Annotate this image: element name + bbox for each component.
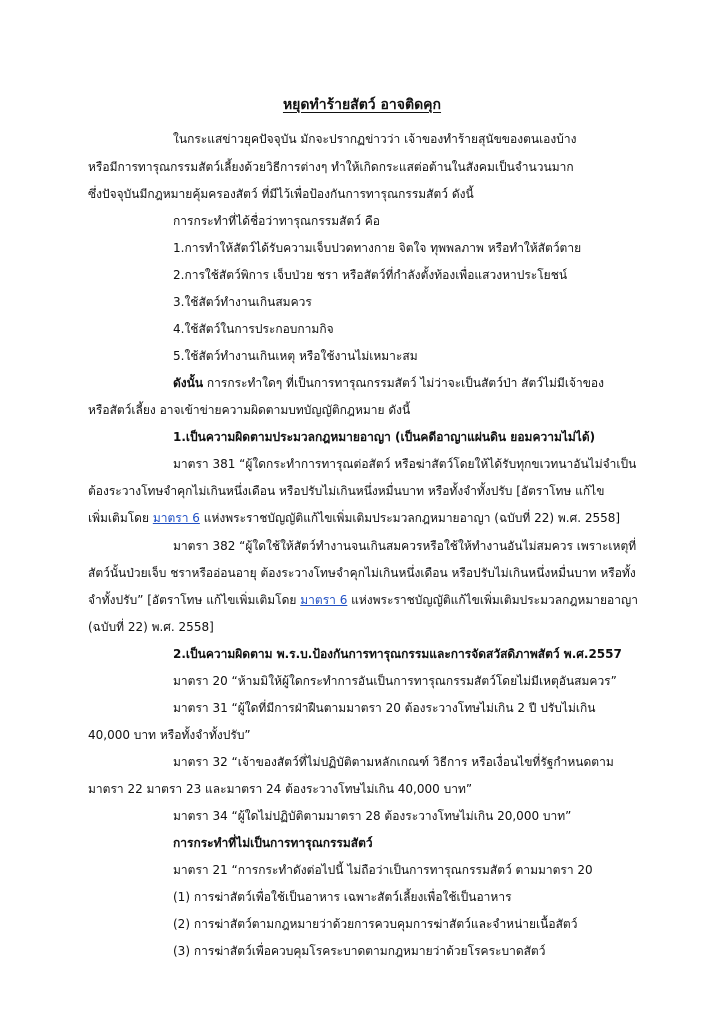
section-6-link[interactable]: มาตรา 6 [300, 593, 348, 607]
m381-prefix: เพิ่มเติมโดย [88, 511, 153, 525]
therefore-line-1 [173, 375, 604, 391]
m32-line-2: มาตรา 22 มาตรา 23 และมาตรา 24 ต้องระวางโทษไม่เกิน 40,000 บาท” [88, 782, 473, 796]
m382-line-1: มาตรา 382 “ผู้ใดใช้ให้สัตว์ทำงานจนเกินสมควรหรือใช้ให้ทำงานอันไม่สมควร เพราะเหตุที่ [173, 539, 637, 553]
section2-heading: 2.เป็นความผิดตาม พ.ร.บ.ป้องกันการทารุณกรรมและการจัดสวัสดิภาพสัตว์ พ.ศ.2557 [173, 647, 622, 661]
intro-line-1: ในกระแสข่าวยุคปัจจุบัน มักจะปรากฏข่าวว่า เจ้าของทำร้ายสุนัขของตนเองบ้าง [173, 132, 577, 146]
m381-line-2: ต้องระวางโทษจำคุกไม่เกินหนึ่งเดือน หรือปรับไม่เกินหนึ่งหมื่นบาท หรือทั้งจำทั้งปรับ [อัตราโทษ แก้ไข [88, 484, 605, 498]
act-item: 1.การทำให้สัตว์ได้รับความเจ็บปวดทางกาย จิตใจ ทุพพลภาพ หรือทำให้สัตว์ตาย [173, 241, 582, 255]
act-item: 2.การใช้สัตว์พิการ เจ็บป่วย ชรา หรือสัตว์ที่กำลังตั้งท้องเพื่อแสวงหาประโยชน์ [173, 268, 568, 282]
acts-heading: การกระทำที่ได้ชื่อว่าทารุณกรรมสัตว์ คือ [173, 214, 381, 228]
intro-line-2: หรือมีการทารุณกรรมสัตว์เลี้ยงด้วยวิธีการต่างๆ ทำให้เกิดกระแสต่อต้านในสังคมเป็นจำนวนมาก [88, 160, 574, 174]
m381-line-1: มาตรา 381 “ผู้ใดกระทำการทารุณต่อสัตว์ หรือฆ่าสัตว์โดยให้ได้รับทุกขเวทนาอันไม่จำเป็น [173, 457, 637, 471]
therefore-line-2: หรือสัตว์เลี้ยง อาจเข้าข่ายความผิดตามบทบัญญัติกฎหมาย ดังนี้ [88, 403, 411, 417]
act-item: 5.ใช้สัตว์ทำงานเกินเหตุ หรือใช้งานไม่เหมาะสม [173, 349, 418, 363]
m382-line-3 [88, 592, 636, 608]
section-6-link[interactable]: มาตรา 6 [152, 511, 200, 525]
m382-line-2: สัตว์นั้นป่วยเจ็บ ชราหรืออ่อนอายุ ต้องระวางโทษจำคุกไม่เกินหนึ่งเดือน หรือปรับไม่เกินหนึ่งหมื่นบาท หรือทั้ง [88, 566, 636, 580]
act-item: 4.ใช้สัตว์ในการประกอบกามกิจ [173, 322, 334, 336]
intro-line-3: ซึ่งปัจจุบันมีกฎหมายคุ้มครองสัตว์ ที่มีไว้เพื่อป้องกันการทารุณกรรมสัตว์ ดังนี้ [88, 187, 474, 201]
exemption-item: (2) การฆ่าสัตว์ตามกฎหมายว่าด้วยการควบคุมการฆ่าสัตว์และจำหน่ายเนื้อสัตว์ [173, 917, 578, 931]
exemption-item: (3) การฆ่าสัตว์เพื่อควบคุมโรคระบาดตามกฎหมายว่าด้วยโรคระบาดสัตว์ [173, 944, 546, 958]
m20-line: มาตรา 20 “ห้ามมิให้ผู้ใดกระทำการอันเป็นการทารุณกรรมสัตว์โดยไม่มีเหตุอันสมควร” [173, 674, 617, 688]
m382-prefix: จำทั้งปรับ” [อัตราโทษ แก้ไขเพิ่มเติมโดย [88, 593, 301, 607]
not-cruelty-heading: การกระทำที่ไม่เป็นการทารุณกรรมสัตว์ [173, 836, 373, 850]
m31-line-1: มาตรา 31 “ผู้ใดที่มีการฝ่าฝืนตามมาตรา 20 ต้องระวางโทษไม่เกิน 2 ปี ปรับไม่เกิน [173, 701, 596, 715]
section1-heading: 1.เป็นความผิดตามประมวลกฎหมายอาญา (เป็นคดีอาญาแผ่นดิน ยอมความไม่ได้) [173, 430, 596, 444]
document-title: หยุดทำร้ายสัตว์ อาจติดคุก [282, 97, 442, 113]
m382-line-4: (ฉบับที่ 22) พ.ศ. 2558] [88, 620, 214, 634]
m21-line: มาตรา 21 “การกระทำดังต่อไปนี้ ไม่ถือว่าเป็นการทารุณกรรมสัตว์ ตามมาตรา 20 [173, 863, 593, 877]
therefore-bold: ดังนั้น [173, 376, 204, 390]
therefore-text: การกระทำใดๆ ที่เป็นการทารุณกรรมสัตว์ ไม่ว่าจะเป็นสัตว์ป่า สัตว์ไม่มีเจ้าของ [203, 376, 604, 390]
m34-line: มาตรา 34 “ผู้ใดไม่ปฏิบัติตามมาตรา 28 ต้องระวางโทษไม่เกิน 20,000 บาท” [173, 809, 572, 823]
exemption-item: (1) การฆ่าสัตว์เพื่อใช้เป็นอาหาร เฉพาะสัตว์เลี้ยงเพื่อใช้เป็นอาหาร [173, 890, 512, 904]
act-item: 3.ใช้สัตว์ทำงานเกินสมควร [173, 295, 312, 309]
m381-suffix: แห่งพระราชบัญญัติแก้ไขเพิ่มเติมประมวลกฎหมายอาญา (ฉบับที่ 22) พ.ศ. 2558] [199, 511, 621, 525]
m382-suffix: แห่งพระราชบัญญัติแก้ไขเพิ่มเติมประมวลกฎหมายอาญา [347, 593, 638, 607]
m32-line-1: มาตรา 32 “เจ้าของสัตว์ที่ไม่ปฏิบัติตามหลักเกณฑ์ วิธีการ หรือเงื่อนไขที่รัฐกำหนดตาม [173, 755, 614, 769]
m31-line-2: 40,000 บาท หรือทั้งจำทั้งปรับ” [88, 728, 251, 742]
m381-line-3 [88, 510, 636, 526]
